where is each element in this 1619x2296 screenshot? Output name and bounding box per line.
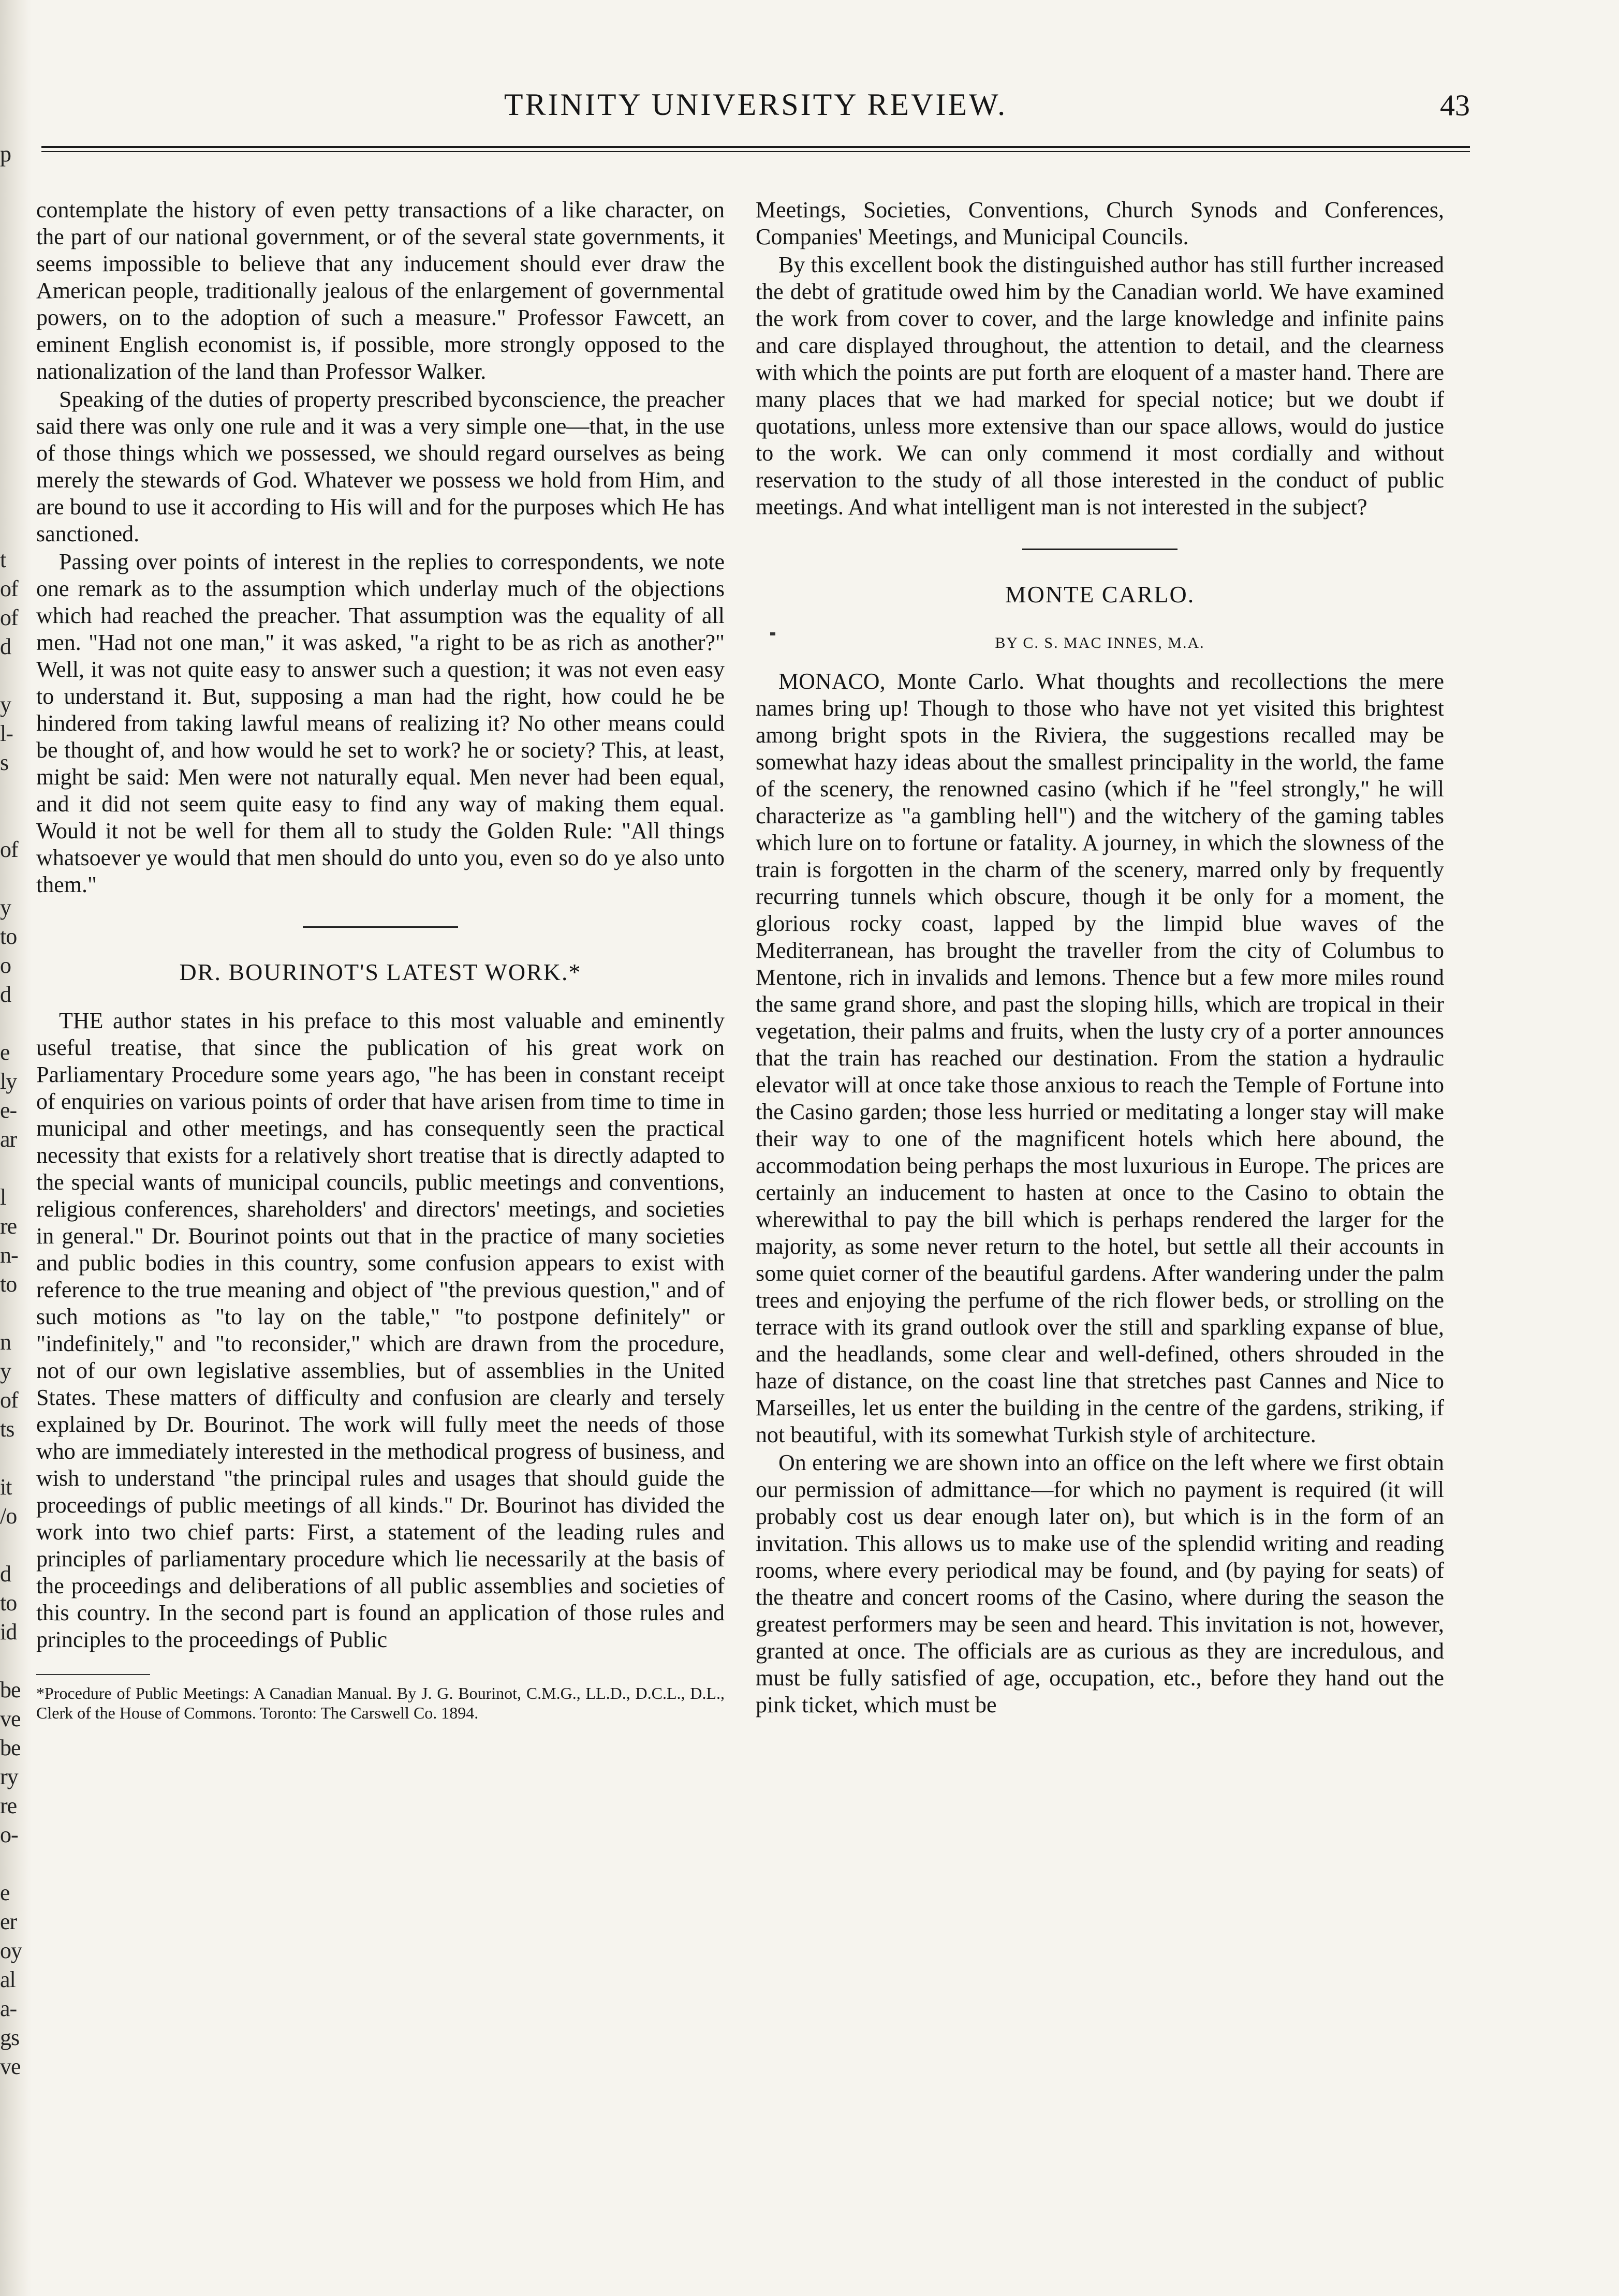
margin-fragment: s bbox=[0, 750, 9, 775]
margin-fragment bbox=[0, 256, 30, 285]
margin-fragment: y bbox=[0, 692, 11, 717]
margin-fragment: be bbox=[0, 1735, 21, 1760]
margin-fragment: of bbox=[0, 576, 18, 601]
margin-fragment: n bbox=[0, 1329, 11, 1355]
margin-fragment: it bbox=[0, 1474, 12, 1500]
journal-title: TRINITY UNIVERSITY REVIEW. bbox=[504, 87, 1008, 122]
header-rule-thick bbox=[41, 146, 1470, 148]
margin-fragment bbox=[0, 661, 30, 690]
margin-fragment: re bbox=[0, 1213, 17, 1239]
margin-fragment: /o bbox=[0, 1503, 17, 1529]
margin-fragment bbox=[0, 1009, 30, 1038]
margin-fragment bbox=[0, 516, 30, 545]
page-number: 43 bbox=[1440, 88, 1470, 122]
margin-fragment bbox=[0, 1154, 30, 1183]
margin-fragment: e bbox=[0, 1880, 10, 1905]
margin-fragment: to bbox=[0, 1590, 17, 1616]
margin-fragment bbox=[0, 1849, 30, 1878]
margin-fragment: d bbox=[0, 634, 11, 659]
margin-fragment: o bbox=[0, 953, 11, 978]
margin-fragment: re bbox=[0, 1793, 17, 1818]
margin-fragment: ve bbox=[0, 2054, 21, 2079]
paragraph: MONACO, Monte Carlo. What thoughts and recollections the mere names bring up! Though to those who have not yet visited this brightest among bright spots in the Riviera, the suggestions recalled may be somewhat hazy ideas about the smallest principality in the world, the fame of the scenery, the renowned casino (which if he "feel strongly," he will characterize as "a gambling hell") and the witchery of the gaming tables which lure on to fortune or fatality. A journey, in which the slowness of the train is forgotten in the charm of the scenery, marred only by frequently recurring tunnels which obscure, though it be only for a moment, the glorious rocky coast, lapped by the limpid blue waves of the Mediterranean, has brought the traveller from the city of Columbus to Mentone, rich in invalids and lemons. Thence but a few more miles round the same grand shore, and past the sloping hills, which are tropical in their vegetation, their palms and fruits, when the lusty cry of a porter announces that the train has reached our destination. From the station a hydraulic elevator will at once take those anxious to reach the Temple of Fortune into the Casino garden; those less hurried or meditating a longer stay will make their way to one of the magnificent hotels which here abound, the accommodation being perhaps the most luxurious in Europe. The prices are certainly an inducement to hasten at once to the Casino to obtain the wherewithal to pay the bill which is perhaps rendered the larger for the majority, as some never return to the hotel, but settle all their accounts in some quiet corner of the beautiful gardens. After wandering under the palm trees and enjoying the perfume of the rich flower beds, or strolling on the terrace with its grand outlook over the still and sparkling expanse of blue, and the headlands, some clear and well-defined, others shrouded in the haze of distance, on the coast line that stretches past Cannes and Nice to Marseilles, let us enter the building in the centre of the gardens, striking, if not beautiful, with its somewhat Turkish style of architecture. bbox=[756, 669, 1444, 1447]
footnote-text: *Procedure of Public Meetings: A Canadian Manual. By J. G. Bourinot, C.M.G., LL.D., D.C.L., D.L., Clerk of the House of Commons. Toronto: The Carswell Co. 1894. bbox=[36, 1684, 725, 1722]
left-column bbox=[36, 197, 725, 1723]
margin-fragment bbox=[0, 1299, 30, 1328]
margin-fragment: a- bbox=[0, 1996, 17, 2021]
margin-fragment: to bbox=[0, 924, 17, 949]
footnote bbox=[36, 1674, 725, 1723]
margin-fragment: y bbox=[0, 895, 11, 920]
right-column bbox=[756, 197, 1444, 1720]
margin-fragment bbox=[0, 806, 30, 835]
margin-fragment bbox=[0, 314, 30, 343]
margin-fragment bbox=[0, 285, 30, 314]
margin-fragment bbox=[0, 343, 30, 372]
margin-fragment: p bbox=[0, 141, 11, 167]
margin-fragment: ry bbox=[0, 1764, 18, 1789]
paragraph: Passing over points of interest in the replies to correspondents, we note one remark as to the assumption which underlay much of the objections which had reached the preacher. That assumption was the equality of all men. "Had not one man," it was asked, "a right to be as rich as another?" Well, it was not quite easy to answer such a question; it was not even easy to understand it. But, supposing a man had the right, how could he be hindered from taking lawful means of realizing it? No other means could be thought of, and how would he set to work? he or society? This, at least, might be said: Men were not naturally equal. Men never had been equal, and it did not seem quite easy to find any way of making them equal. Would it not be well for them all to study the Golden Rule: "All things whatsoever ye would that men should do unto you, even so do ye also unto them." bbox=[36, 549, 725, 897]
margin-fragment: t bbox=[0, 547, 6, 572]
margin-fragment: e bbox=[0, 1040, 10, 1065]
margin-fragment: al bbox=[0, 1967, 16, 1992]
margin-fragment bbox=[0, 169, 30, 198]
margin-fragment bbox=[0, 864, 30, 893]
margin-fragment bbox=[0, 372, 30, 401]
margin-fragment bbox=[0, 487, 30, 516]
margin-fragment: d bbox=[0, 982, 11, 1007]
header-rule-thin bbox=[41, 151, 1470, 152]
margin-fragment: l- bbox=[0, 721, 13, 746]
margin-fragment: ve bbox=[0, 1706, 21, 1731]
paragraph: Speaking of the duties of property prescribed byconscience, the preacher said there was only one rule and it was a very simple one—that, in the use of those things which we possessed, we should regard ourselves as being merely the stewards of God. Whatever we possess we hold from Him, and are bound to use it according to His will and for the purposes which He has sanctioned. bbox=[36, 387, 725, 546]
margin-fragment: of bbox=[0, 605, 18, 630]
margin-fragment bbox=[0, 198, 30, 227]
margin-fragment: o- bbox=[0, 1822, 18, 1847]
margin-fragment bbox=[0, 1531, 30, 1560]
margin-fragment: n- bbox=[0, 1242, 18, 1268]
margin-fragment: id bbox=[0, 1619, 17, 1645]
margin-fragment: l bbox=[0, 1184, 6, 1210]
margin-fragment: ts bbox=[0, 1416, 14, 1442]
margin-fragment: d bbox=[0, 1561, 11, 1587]
adjacent-page-fragments bbox=[0, 140, 30, 2081]
section-divider bbox=[303, 926, 458, 928]
margin-fragment: e- bbox=[0, 1098, 17, 1123]
margin-fragment: of bbox=[0, 837, 18, 862]
margin-fragment bbox=[0, 1444, 30, 1473]
margin-fragment: oy bbox=[0, 1938, 22, 1963]
margin-fragment: er bbox=[0, 1909, 17, 1934]
paragraph: contemplate the history of even petty transactions of a like character, on the part of our national government, or of the several state governments, it seems impossible to believe that any inducement should ever draw the American people, traditionally jealous of the enlargement of governmental powers, on to the adoption of such a measure." Professor Fawcett, an eminent English economist is, if possible, more strongly opposed to the nationalization of the land than Professor Walker. bbox=[36, 197, 725, 384]
page-header bbox=[41, 78, 1470, 135]
margin-fragment bbox=[0, 1647, 30, 1676]
section-title: DR. BOURINOT'S LATEST WORK.* bbox=[179, 959, 582, 985]
margin-fragment bbox=[0, 458, 30, 487]
footnote-rule bbox=[36, 1674, 150, 1675]
margin-fragment: ly bbox=[0, 1069, 17, 1094]
margin-fragment: ar bbox=[0, 1127, 17, 1152]
paragraph: By this excellent book the distinguished author has still further increased the debt of gratitude owed him by the Canadian world. We have examined the work from cover to cover, and the large knowledge and infinite pains and care displayed throughout, the attention to detail, and the clearness with which the points are put forth are eloquent of a master hand. There are many places that we had marked for special notice; but we doubt if quotations, unless more extensive than our space allows, would do justice to the work. We can only commend it most cordially and without reservation to the study of all those interested in the conduct of public meetings. And what intelligent man is not interested in the subject? bbox=[756, 252, 1444, 520]
margin-fragment: of bbox=[0, 1387, 18, 1413]
margin-fragment bbox=[0, 227, 30, 256]
section-divider bbox=[1022, 549, 1178, 550]
byline: BY C. S. MAC INNES, M.A. bbox=[995, 634, 1205, 651]
margin-fragment bbox=[0, 401, 30, 429]
margin-fragment: be bbox=[0, 1677, 21, 1702]
margin-fragment: y bbox=[0, 1358, 11, 1384]
ink-mark bbox=[770, 632, 775, 635]
section-title: MONTE CARLO. bbox=[1005, 581, 1195, 608]
margin-fragment bbox=[0, 777, 30, 806]
paragraph: Meetings, Societies, Conventions, Church Synods and Conferences, Companies' Meetings, and Municipal Councils. bbox=[756, 197, 1444, 249]
margin-fragment: gs bbox=[0, 2025, 20, 2050]
paragraph: On entering we are shown into an office on the left where we first obtain our permission of admittance—for which no payment is required (it will probably cost us dear enough later on), but which is in the form of an invitation. This allows us to make use of the splendid writing and reading rooms, where every periodical may be found, and (by paying for seats) of the theatre and concert rooms of the Casino, where during the season the greatest performers may be seen and heard. This invitation is not, however, granted at once. The officials are as curious as they are incredulous, and must be fully satisfied of age, occupation, etc., before they hand out the pink ticket, which must be bbox=[756, 1450, 1444, 1717]
paragraph: THE author states in his preface to this most valuable and eminently useful treatise, that since the publication of his great work on Parliamentary Procedure some years ago, "he has been in constant receipt of enquiries on various points of order that have arisen from time to time in municipal and other meetings, and has consequently seen the practical necessity that exists for a relatively short treatise that is directly adapted to the special wants of municipal councils, public meetings and conventions, religious conferences, shareholders' and directors' meetings, and societies in general." Dr. Bourinot points out that in the practice of many societies and public bodies in this country, some confusion appears to exist with reference to the true meaning and object of "the previous question," and of such motions as "to lay on the table," "to postpone definitely" or "indefinitely," and "to reconsider," which are drawn from the procedure, not of our own legislative assemblies, but of assemblies in the United States. These matters of difficulty and confusion are clearly and tersely explained by Dr. Bourinot. The work will fully meet the needs of those who are immediately interested in the methodical progress of business, and wish to understand "the principal rules and usages that should guide the proceedings of public meetings of all kinds." Dr. Bourinot has divided the work into two chief parts: First, a statement of the leading rules and principles of parliamentary procedure which lie necessarily at the basis of the proceedings and deliberations of all public assemblies and societies of this country. In the second part is found an application of those rules and principles to the proceedings of Public bbox=[36, 1008, 725, 1652]
margin-fragment: to bbox=[0, 1271, 17, 1297]
margin-fragment bbox=[0, 429, 30, 458]
